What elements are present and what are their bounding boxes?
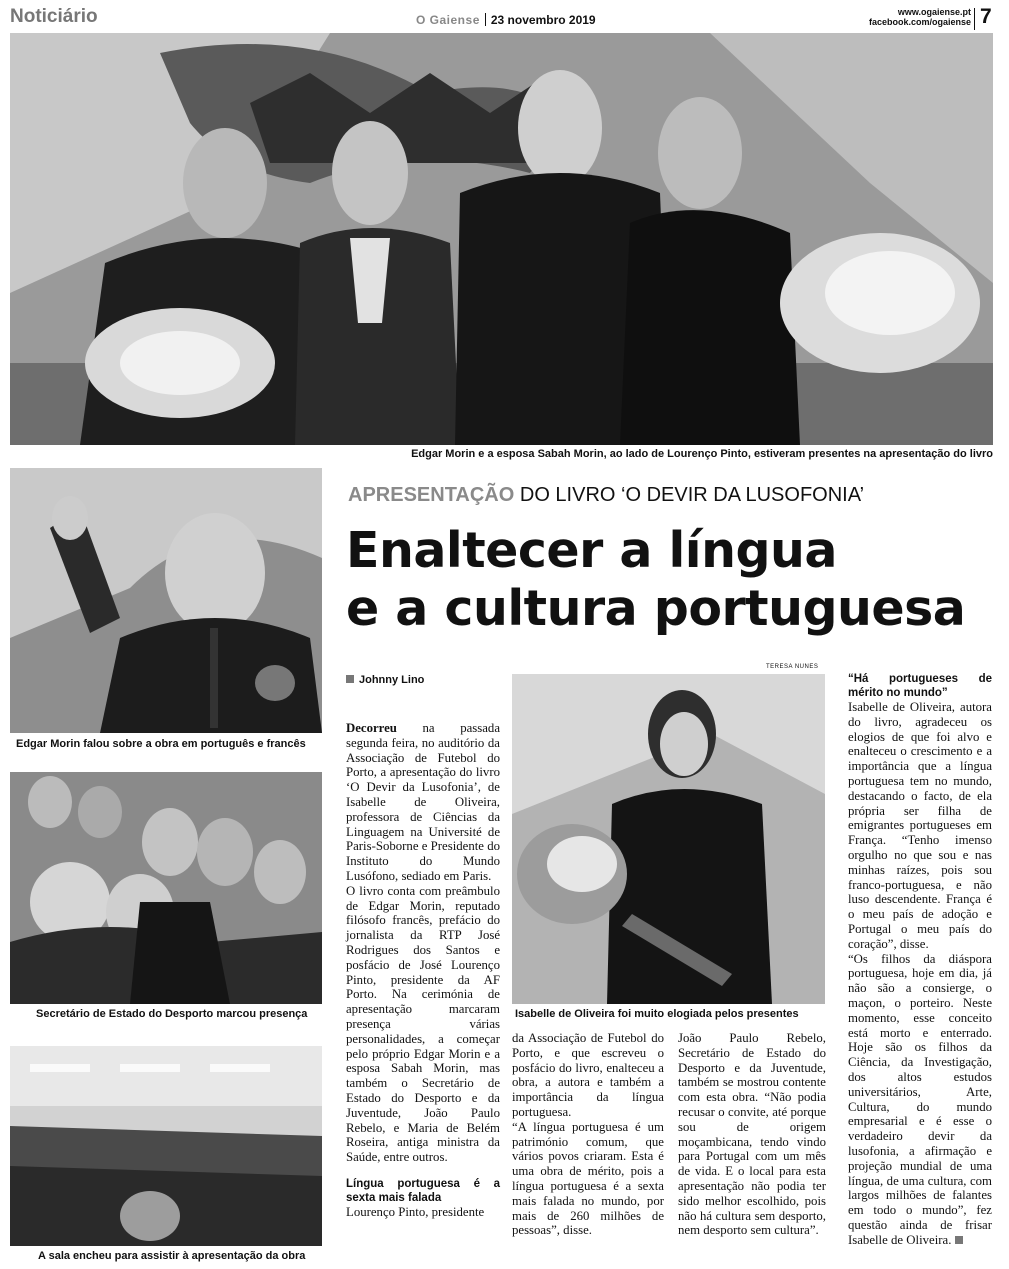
masthead	[416, 13, 596, 27]
article-paragraph: da Associação de Futebol do Porto, e que escreveu o posfácio do livro, enalteceu a obra, a autora e também a importância da língua portuguesa.	[512, 1031, 664, 1119]
page-number: 7	[980, 5, 992, 28]
article-paragraph	[346, 721, 500, 884]
article-column-1	[346, 721, 500, 1220]
headline-line-1: Enaltecer a língua	[346, 522, 838, 579]
website-link[interactable]: www.ogaiense.pt	[897, 7, 971, 17]
article-paragraph	[848, 952, 992, 1248]
article-paragraph: “A língua portuguesa é um património comum, que vários povos criaram. Esta é uma obra de mérito, pois a língua portuguesa é a sexta mais falada no mundo, por mais de 260 milhões de pessoas”, disse.	[512, 1119, 664, 1238]
left-photo-speaker	[10, 468, 322, 733]
issue-date: 23 novembro 2019	[490, 13, 596, 27]
byline-author: Johnny Lino	[359, 674, 425, 686]
byline-marker	[346, 675, 354, 683]
masthead-divider	[485, 13, 486, 26]
left-photo-audience-caption: Secretário de Estado do Desporto marcou presença	[36, 1008, 308, 1020]
article-column-2	[512, 1031, 664, 1238]
left-photo-room	[10, 1046, 322, 1246]
paper-name: O Gaiense	[416, 13, 480, 27]
byline	[346, 674, 424, 686]
article-text: na passada segunda feira, no auditório da Associação de Futebol do Porto, a apresentação do livro ‘O Devir da Lusofonia’, de Isabelle de Oliveira, professora de Ciências da Linguagem na Université de Paris-Soborne e Presidente do Instituto do Mundo Lusófono, sediado em Paris.	[346, 721, 500, 883]
top-photo-image	[10, 33, 993, 445]
article-headline	[346, 522, 965, 638]
left-photo-room-caption: A sala encheu para assistir à apresentação da obra	[38, 1250, 306, 1262]
article-subhead: Língua portuguesa é a sexta mais falada	[346, 1177, 500, 1204]
end-mark	[955, 1236, 963, 1244]
article-subhead: “Há portugueses de mérito no mundo”	[848, 673, 992, 699]
left-photo-speaker-caption: Edgar Morin falou sobre a obra em português e francês	[16, 738, 306, 750]
article-column-4	[848, 672, 992, 1247]
kicker-highlight: APRESENTAÇÃO	[348, 484, 515, 506]
article-text: “Os filhos da diáspora portuguesa, hoje em dia, já não são a consierge, o maçon, o porteiro. Neste momento, esse conceito está morto e enterrado. Hoje são os filhos da Ciência, da Investigação, dos altos estudos universitários, Arte, Cultura, do mundo empresarial e é esse o verdadeiro devir da lusofonia, a afirmação e projeção mundial de uma língua, de uma cultura, com largos milhões de falantes em todo o mundo”, fez questão ainda de frisar Isabelle de Oliveira.	[848, 951, 992, 1247]
center-photo-caption: Isabelle de Oliveira foi muito elogiada pelos presentes	[515, 1008, 799, 1020]
article-column-3	[678, 1031, 826, 1238]
web-links	[869, 7, 971, 27]
facebook-link[interactable]: facebook.com/ogaiense	[868, 17, 971, 27]
page-number-divider	[974, 8, 975, 30]
center-photo	[512, 674, 825, 1004]
center-photo-image	[512, 674, 825, 1004]
left-photo-speaker-image	[10, 468, 322, 733]
top-photo-caption: Edgar Morin e a esposa Sabah Morin, ao lado de Lourenço Pinto, estiveram presentes na apresentação do livro	[411, 448, 993, 460]
kicker-rest: DO LIVRO ‘O DEVIR DA LUSOFONIA’	[519, 484, 865, 506]
section-label: Noticiário	[10, 6, 98, 27]
headline-line-2: e a cultura portuguesa	[346, 580, 966, 637]
article-paragraph: Lourenço Pinto, presidente	[346, 1204, 485, 1219]
left-photo-room-image	[10, 1046, 322, 1246]
article-paragraph: Isabelle de Oliveira, autora do livro, agradeceu os elogios de que foi alvo e enalteceu o crescimento e a importância que a língua portuguesa tem no mundo, destacando o facto, de ela própria ser filha de emigrantes portugueses em França. “Tenho imenso orgulho no que sou e nas minhas raízes, pois sou franco-portuguesa, e não luso descendente. França é o meu país de adoção e Portugal o meu país do coração”, disse.	[848, 700, 992, 951]
top-photo	[10, 33, 993, 445]
left-photo-audience	[10, 772, 322, 1004]
photo-credit: TERESA NUNES	[766, 664, 819, 670]
article-kicker	[348, 484, 864, 507]
article-paragraph: João Paulo Rebelo, Secretário de Estado do Desporto e da Juventude, também se mostrou contente com esta obra. “Não podia recusar o convite, até porque sou de origem moçambicana, tendo vindo para Portugal com um mês de vida. E o local para esta apresentação não podia ter sido melhor escolhido, pois não há cultura sem desporto, nem desporto sem cultura”.	[678, 1031, 826, 1238]
article-paragraph: O livro conta com preâmbulo de Edgar Morin, reputado filósofo francês, prefácio do jornalista da RTP José Rodrigues dos Santos e posfácio de José Lourenço Pinto, presidente da AF Porto. Na cerimónia de apresentação marcaram presença várias personalidades, a começar pelo próprio Edgar Morin e a esposa Sabah Morin, mas também o Secretário de Estado do Desporto e da Juventude, João Paulo Rebelo, e Maria de Belém Roseira, antiga ministra da Saúde, entre outros.	[346, 883, 500, 1165]
article-lead-word: Decorreu	[346, 721, 397, 735]
left-photo-audience-image	[10, 772, 322, 1004]
